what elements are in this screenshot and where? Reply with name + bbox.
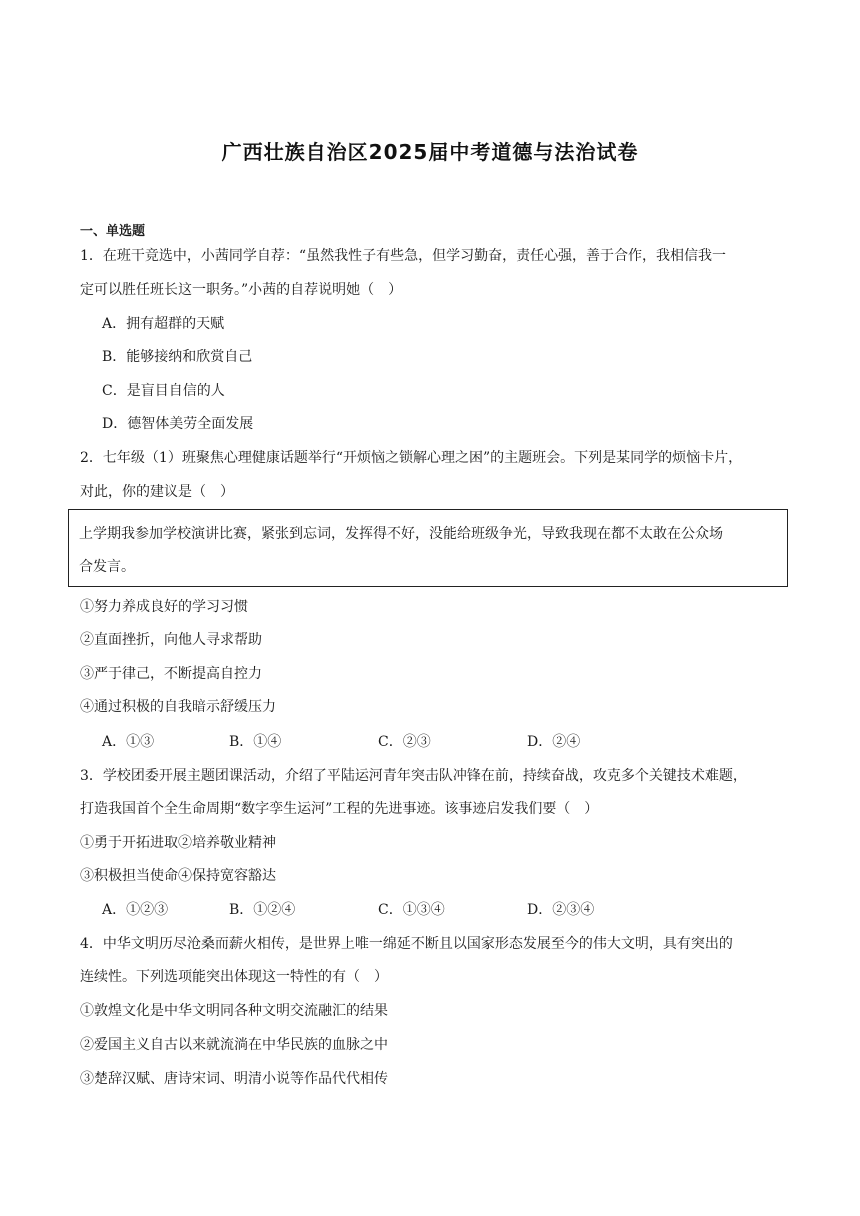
- question-2-option-a: A．①③: [102, 734, 155, 750]
- question-2-item-2: ②直面挫折，向他人寻求帮助: [80, 632, 262, 648]
- question-4-line-1: 4．中华文明历尽沧桑而薪火相传，是世界上唯一绵延不断且以国家形态发展至今的伟大文明，具有突出的: [80, 936, 733, 952]
- question-3-option-a: A．①②③: [102, 902, 169, 918]
- question-1-option-c: C．是盲目自信的人: [102, 383, 225, 399]
- question-2-option-b: B．①④: [229, 734, 282, 750]
- question-2-option-c: C．②③: [378, 734, 431, 750]
- section-heading: 一、单选题: [80, 224, 146, 239]
- question-1-option-b: B．能够接纳和欣赏自己: [102, 349, 253, 365]
- question-3-option-b: B．①②④: [229, 902, 296, 918]
- question-1-option-a: A．拥有超群的天赋: [102, 316, 225, 332]
- question-2-item-3: ③严于律己，不断提高自控力: [80, 666, 262, 682]
- question-3-line-1: 3．学校团委开展主题团课活动，介绍了平陆运河青年突击队冲锋在前，持续奋战，攻克多个关键技术难题，: [80, 768, 747, 784]
- question-1-line-2: 定可以胜任班长这一职务。”小茜的自荐说明她（ ）: [80, 282, 403, 298]
- question-1-option-d: D．德智体美劳全面发展: [102, 416, 254, 432]
- question-3-line-2: 打造我国首个全生命周期“数字孪生运河”工程的先进事迹。该事迹启发我们要（ ）: [80, 801, 599, 817]
- question-3-option-d: D．②③④: [527, 902, 595, 918]
- question-1-line-1: 1．在班干竞选中，小茜同学自荐：“虽然我性子有些急，但学习勤奋，责任心强，善于合作，我相信我一: [80, 248, 727, 264]
- question-2-line-1: 2．七年级（1）班聚焦心理健康话题举行“开烦恼之锁解心理之困”的主题班会。下列是某同学的烦恼卡片，: [80, 450, 743, 466]
- question-4-line-2: 连续性。下列选项能突出体现这一特性的有（ ）: [80, 969, 388, 985]
- worry-card-line-1: 上学期我参加学校演讲比赛，紧张到忘词，发挥得不好，没能给班级争光，导致我现在都不太敢在公众场: [79, 526, 723, 542]
- question-2-line-2: 对此，你的建议是（ ）: [80, 484, 234, 500]
- question-3-option-c: C．①③④: [378, 902, 445, 918]
- question-2-item-1: ①努力养成良好的学习习惯: [80, 599, 248, 615]
- question-3-item-1: ①勇于开拓进取②培养敬业精神: [80, 835, 276, 851]
- question-4-item-1: ①敦煌文化是中华文明同各种文明交流融汇的结果: [80, 1003, 388, 1019]
- question-2-option-d: D．②④: [527, 734, 581, 750]
- page-title: 广西壮族自治区2025届中考道德与法治试卷: [221, 140, 639, 164]
- worry-card: [68, 509, 788, 587]
- worry-card-line-2: 合发言。: [79, 559, 135, 575]
- question-4-item-3: ③楚辞汉赋、唐诗宋词、明清小说等作品代代相传: [80, 1071, 388, 1087]
- question-2-item-4: ④通过积极的自我暗示舒缓压力: [80, 699, 276, 715]
- question-3-item-2: ③积极担当使命④保持宽容豁达: [80, 868, 276, 884]
- question-4-item-2: ②爱国主义自古以来就流淌在中华民族的血脉之中: [80, 1037, 388, 1053]
